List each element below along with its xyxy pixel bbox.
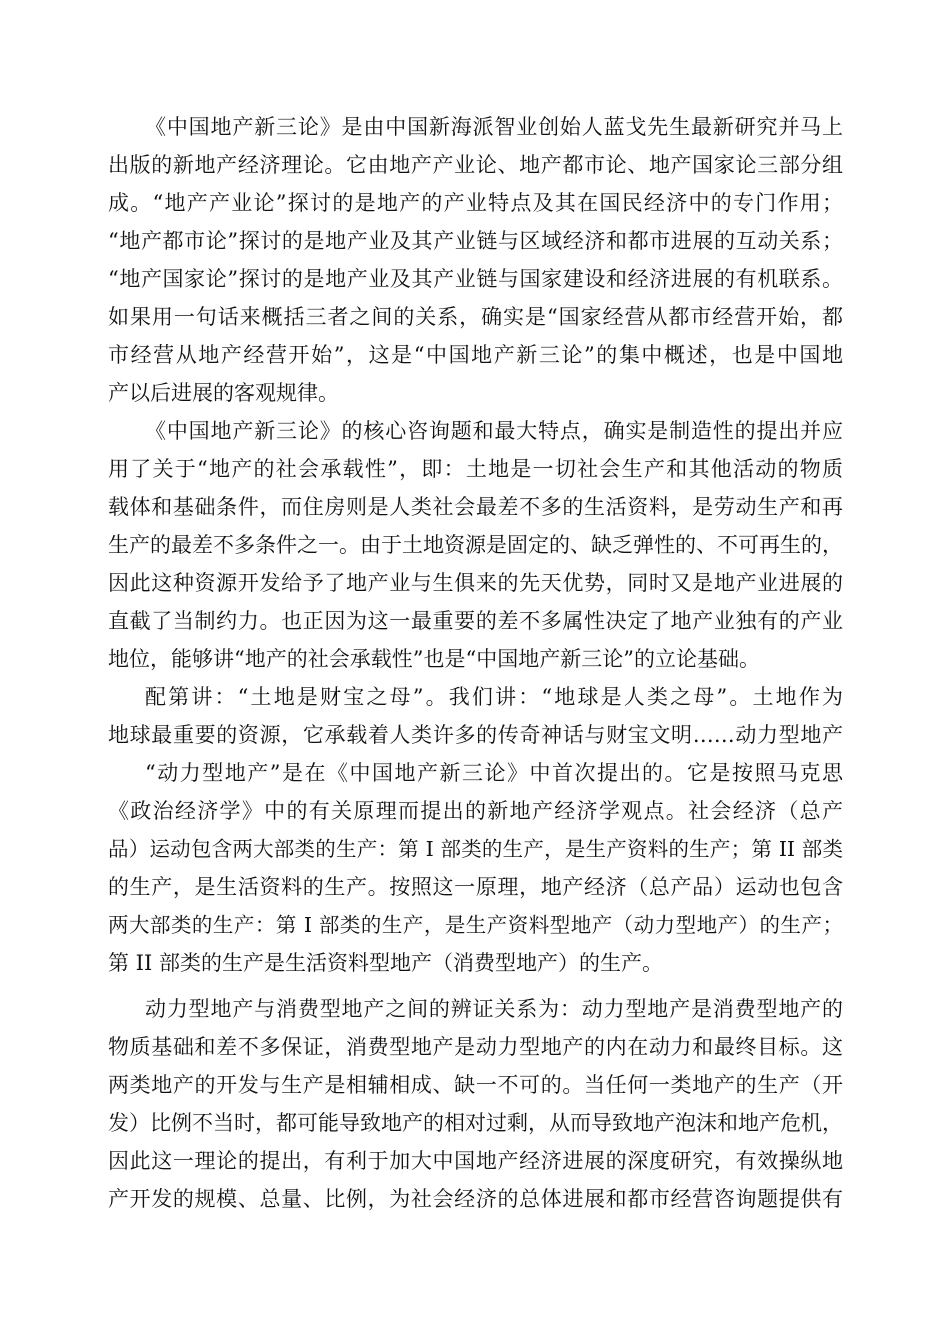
text-line: 的生产，是生活资料的生产。按照这一原理，地产经济（总产品）运动也包含: [108, 875, 843, 899]
text-line: 发）比例不当时，都可能导致地产的相对过剩，从而导致地产泡沫和地产危机，: [108, 1111, 843, 1135]
text-line: 《中国地产新三论》的核心咨询题和最大特点，确实是制造性的提出并应: [145, 419, 843, 443]
text-line: 因此这种资源开发给予了地产业与生俱来的先天优势，同时又是地产业进展的: [108, 571, 843, 595]
text-line: 出版的新地产经济理论。它由地产产业论、地产都市论、地产国家论三部分组: [108, 153, 843, 177]
text-line: 地位，能够讲“地产的社会承载性”也是“中国地产新三论”的立论基础。: [108, 647, 760, 671]
text-line: 用了关于“地产的社会承载性”，即：土地是一切社会生产和其他活动的物质: [108, 457, 843, 481]
text-line: 载体和基础条件，而住房则是人类社会最差不多的生活资料，是劳动生产和再: [108, 495, 843, 519]
text-line: 物质基础和差不多保证，消费型地产是动力型地产的内在动力和最终目标。这: [108, 1035, 843, 1059]
text-line: “动力型地产”是在《中国地产新三论》中首次提出的。它是按照马克思: [145, 761, 843, 785]
text-line: 成。“地产产业论”探讨的是地产的产业特点及其在国民经济中的专门作用；: [108, 191, 843, 215]
text-line: 两类地产的开发与生产是相辅相成、缺一不可的。当任何一类地产的生产（开: [108, 1073, 843, 1097]
text-line: “地产都市论”探讨的是地产业及其产业链与区域经济和都市进展的互动关系；: [108, 229, 843, 253]
text-line: 直截了当制约力。也正因为这一最重要的差不多属性决定了地产业独有的产业: [108, 609, 843, 633]
text-line: 两大部类的生产：第 I 部类的生产，是生产资料型地产（动力型地产）的生产；: [108, 913, 843, 937]
text-line: “地产国家论”探讨的是地产业及其产业链与国家建设和经济进展的有机联系。: [108, 267, 843, 291]
text-line: 市经营从地产经营开始”，这是“中国地产新三论”的集中概述，也是中国地: [108, 343, 843, 367]
text-line: 产以后进展的客观规律。: [108, 381, 339, 405]
text-line: 如果用一句话来概括三者之间的关系，确实是“国家经营从都市经营开始，都: [108, 305, 843, 329]
text-line: 因此这一理论的提出，有利于加大中国地产经济进展的深度研究，有效操纵地: [108, 1149, 843, 1173]
text-line: 动力型地产与消费型地产之间的辨证关系为：动力型地产是消费型地产的: [145, 997, 843, 1021]
text-line: 地球最重要的资源，它承载着人类许多的传奇神话与财宝文明……动力型地产: [108, 723, 843, 747]
text-line: 配第讲：“土地是财宝之母”。我们讲：“地球是人类之母”。土地作为: [145, 685, 843, 709]
text-line: 第 II 部类的生产是生活资料型地产（消费型地产）的生产。: [108, 951, 663, 975]
text-line: 《中国地产新三论》是由中国新海派智业创始人蓝戈先生最新研究并马上: [145, 115, 843, 139]
text-line: 《政治经济学》中的有关原理而提出的新地产经济学观点。社会经济（总产: [108, 799, 843, 823]
text-line: 品）运动包含两大部类的生产：第 I 部类的生产，是生产资料的生产；第 II 部类: [108, 837, 843, 861]
text-line: 产开发的规模、总量、比例，为社会经济的总体进展和都市经营咨询题提供有: [108, 1187, 843, 1211]
text-line: 生产的最差不多条件之一。由于土地资源是固定的、缺乏弹性的、不可再生的，: [108, 533, 843, 557]
